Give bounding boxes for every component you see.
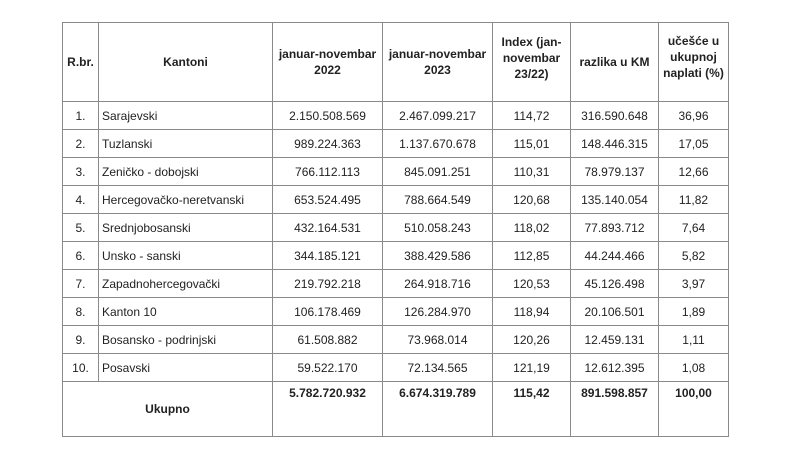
row-number: 6.: [63, 242, 99, 270]
value-2022: 653.524.495: [273, 186, 383, 214]
value-2023: 1.137.670.678: [383, 130, 493, 158]
value-2023: 264.918.716: [383, 270, 493, 298]
header-index: [493, 23, 571, 102]
value-2022: 106.178.469: [273, 298, 383, 326]
row-number: 2.: [63, 130, 99, 158]
index-value: 120,26: [493, 326, 571, 354]
row-number: 10.: [63, 354, 99, 382]
share-value: 5,82: [659, 242, 729, 270]
share-value: 1,11: [659, 326, 729, 354]
difference-value: 20.106.501: [571, 298, 659, 326]
canton-name: Sarajevski: [99, 102, 273, 130]
share-value: 1,08: [659, 354, 729, 382]
value-2023: 73.968.014: [383, 326, 493, 354]
value-2022: 2.150.508.569: [273, 102, 383, 130]
index-value: 118,02: [493, 214, 571, 242]
difference-value: 77.893.712: [571, 214, 659, 242]
total-share: 100,00: [659, 382, 729, 437]
row-number: 4.: [63, 186, 99, 214]
table-row: [63, 270, 729, 298]
table-row: [63, 130, 729, 158]
table-row: [63, 242, 729, 270]
canton-name: Zapadnohercegovački: [99, 270, 273, 298]
header-row: [63, 23, 729, 102]
value-2022: 766.112.113: [273, 158, 383, 186]
canton-name: Tuzlanski: [99, 130, 273, 158]
value-2023: 388.429.586: [383, 242, 493, 270]
canton-name: Zeničko - dobojski: [99, 158, 273, 186]
difference-value: 78.979.137: [571, 158, 659, 186]
table-row: [63, 298, 729, 326]
header-index-label: Index (jan-novembar 23/22): [501, 35, 562, 81]
canton-name: Unsko - sanski: [99, 242, 273, 270]
total-label: Ukupno: [63, 382, 273, 437]
share-value: 17,05: [659, 130, 729, 158]
table-row: [63, 158, 729, 186]
value-2022: 989.224.363: [273, 130, 383, 158]
table-row: [63, 214, 729, 242]
index-value: 120,68: [493, 186, 571, 214]
table-body: [63, 102, 729, 437]
total-row: [63, 382, 729, 437]
value-2022: 59.522.170: [273, 354, 383, 382]
row-number: 1.: [63, 102, 99, 130]
value-2022: 219.792.218: [273, 270, 383, 298]
index-value: 114,72: [493, 102, 571, 130]
value-2022: 61.508.882: [273, 326, 383, 354]
header-jan-nov-2023: januar-novembar 2023: [383, 23, 493, 102]
row-number: 3.: [63, 158, 99, 186]
header-jan-nov-2022: januar-novembar 2022: [273, 23, 383, 102]
difference-value: 12.612.395: [571, 354, 659, 382]
index-value: 115,01: [493, 130, 571, 158]
share-value: 11,82: [659, 186, 729, 214]
difference-value: 316.590.648: [571, 102, 659, 130]
difference-value: 12.459.131: [571, 326, 659, 354]
table-row: [63, 102, 729, 130]
index-value: 120,53: [493, 270, 571, 298]
index-value: 112,85: [493, 242, 571, 270]
difference-value: 44.244.466: [571, 242, 659, 270]
row-number: 7.: [63, 270, 99, 298]
row-number: 8.: [63, 298, 99, 326]
canton-name: Bosansko - podrinjski: [99, 326, 273, 354]
total-diff: 891.598.857: [571, 382, 659, 437]
header-rbr: R.br.: [63, 23, 99, 102]
value-2023: 2.467.099.217: [383, 102, 493, 130]
canton-name: Posavski: [99, 354, 273, 382]
table-row: [63, 186, 729, 214]
table-row: [63, 354, 729, 382]
share-value: 7,64: [659, 214, 729, 242]
index-value: 121,19: [493, 354, 571, 382]
share-value: 36,96: [659, 102, 729, 130]
canton-name: Hercegovačko-neretvanski: [99, 186, 273, 214]
row-number: 5.: [63, 214, 99, 242]
difference-value: 148.446.315: [571, 130, 659, 158]
canton-revenue-table: [62, 22, 729, 437]
total-2022: 5.782.720.932: [273, 382, 383, 437]
value-2022: 344.185.121: [273, 242, 383, 270]
total-index: 115,42: [493, 382, 571, 437]
value-2023: 788.664.549: [383, 186, 493, 214]
header-razlika: razlika u KM: [571, 23, 659, 102]
value-2023: 510.058.243: [383, 214, 493, 242]
share-value: 3,97: [659, 270, 729, 298]
header-ucesce: [659, 23, 729, 102]
share-value: 12,66: [659, 158, 729, 186]
header-ucesce-label: učešće u ukupnoj naplati (%): [663, 34, 724, 80]
index-value: 118,94: [493, 298, 571, 326]
canton-name: Srednjobosanski: [99, 214, 273, 242]
value-2023: 72.134.565: [383, 354, 493, 382]
header-kantoni: Kantoni: [99, 23, 273, 102]
difference-value: 135.140.054: [571, 186, 659, 214]
value-2023: 845.091.251: [383, 158, 493, 186]
value-2023: 126.284.970: [383, 298, 493, 326]
value-2022: 432.164.531: [273, 214, 383, 242]
total-2023: 6.674.319.789: [383, 382, 493, 437]
index-value: 110,31: [493, 158, 571, 186]
difference-value: 45.126.498: [571, 270, 659, 298]
table-row: [63, 326, 729, 354]
canton-name: Kanton 10: [99, 298, 273, 326]
row-number: 9.: [63, 326, 99, 354]
share-value: 1,89: [659, 298, 729, 326]
